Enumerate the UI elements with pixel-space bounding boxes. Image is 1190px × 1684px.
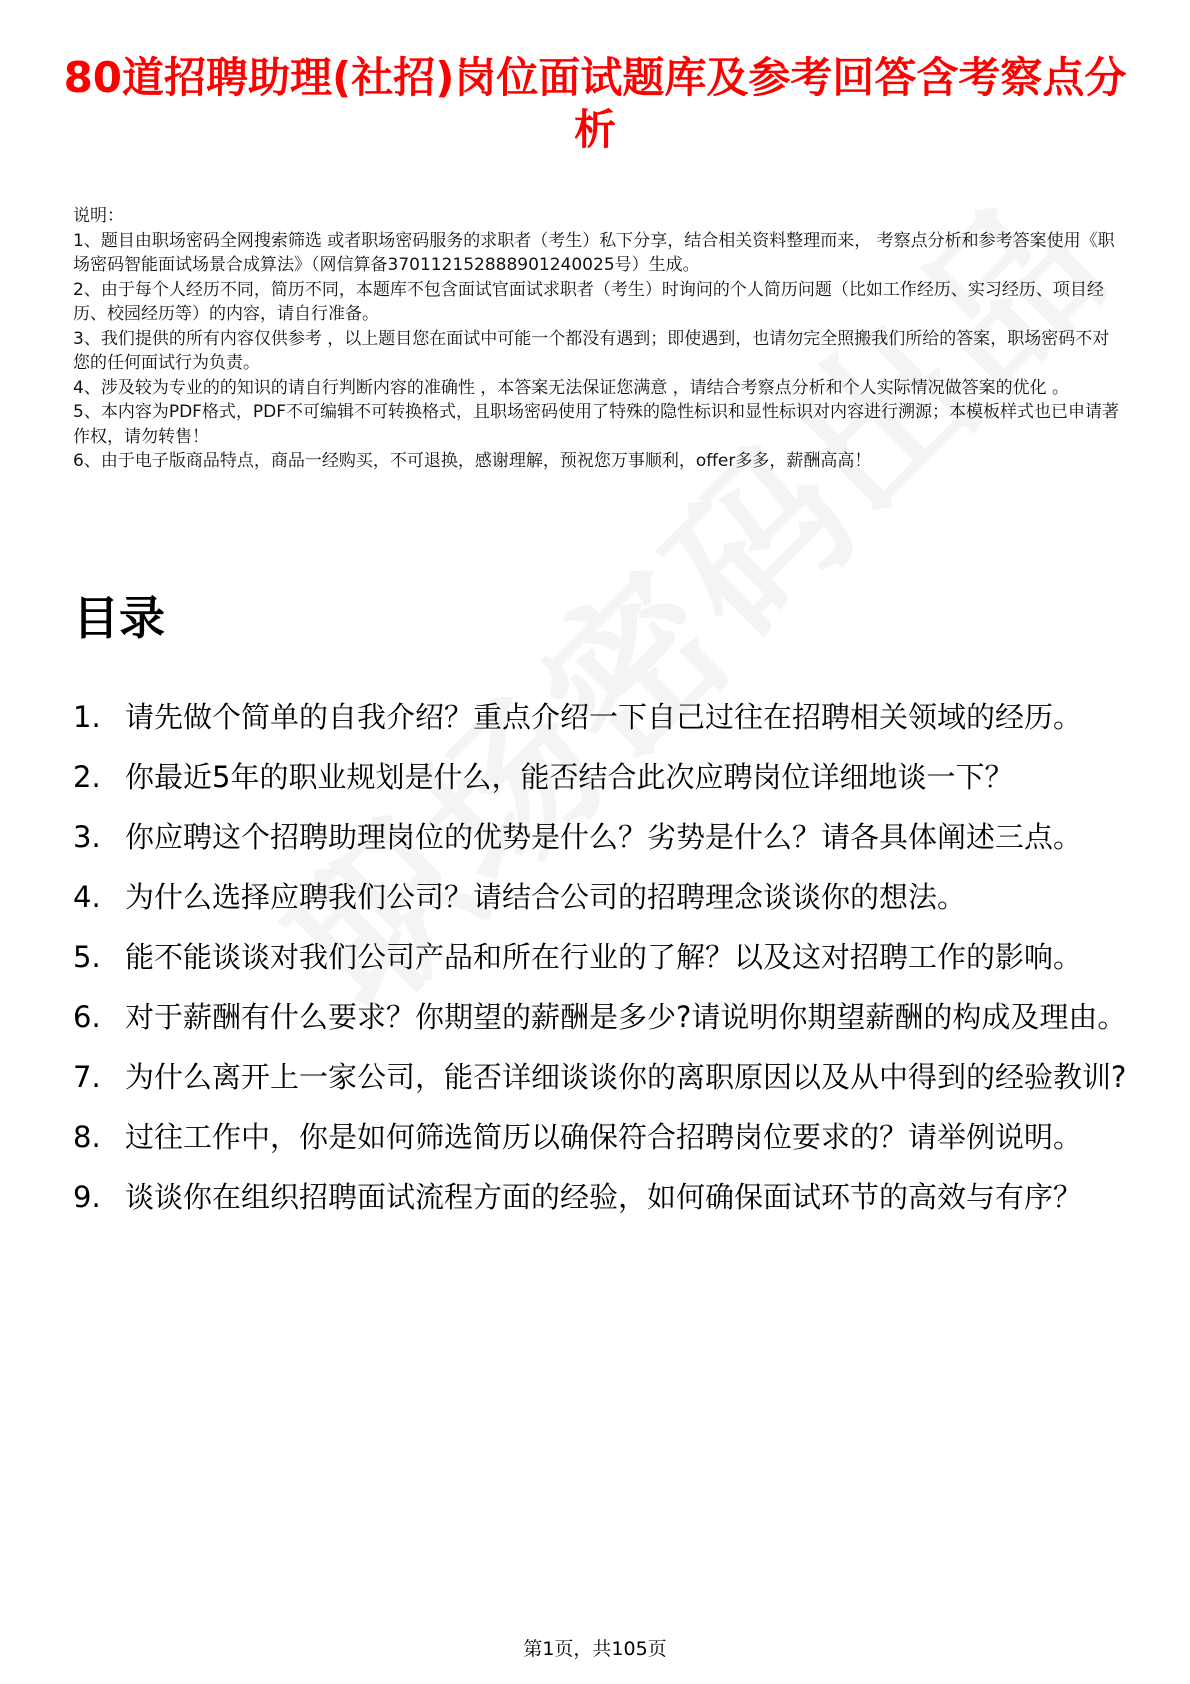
page-title: 80道招聘助理(社招)岗位面试题库及参考回答含考察点分析 — [63, 53, 1127, 154]
toc-item-number: 2. — [73, 760, 101, 794]
toc-item-text[interactable]: 过往工作中，你是如何筛选简历以确保符合招聘岗位要求的？请举例说明。 — [125, 1120, 1083, 1154]
toc-heading: 目录 — [73, 591, 165, 645]
note-item: 5、本内容为PDF格式，PDF不可编辑不可转换格式，且职场密码使用了特殊的隐性标识和显性标识对内容进行溯源；本模板样式也已申请著作权，请勿转售！ — [73, 402, 1120, 447]
page-number: 第1页，共105页 — [523, 1638, 667, 1660]
toc-item[interactable] — [73, 875, 1133, 919]
toc-item[interactable] — [73, 935, 1133, 979]
toc-item-text[interactable]: 谈谈你在组织招聘面试流程方面的经验，如何确保面试环节的高效与有序？ — [125, 1180, 1083, 1214]
toc-item-number: 9. — [73, 1180, 101, 1214]
toc-item-text[interactable]: 请先做个简单的自我介绍？重点介绍一下自己过往在招聘相关领域的经历。 — [125, 700, 1083, 734]
toc-item-number: 7. — [73, 1060, 101, 1094]
toc-item-text[interactable]: 对于薪酬有什么要求？你期望的薪酬是多少?请说明你期望薪酬的构成及理由。 — [125, 1000, 1127, 1034]
toc-item[interactable] — [73, 1055, 1133, 1099]
disclaimer-notes — [73, 204, 1123, 474]
note-item: 3、我们提供的所有内容仅供参考 ，以上题目您在面试中可能一个都没有遇到；即使遇到，也请勿完全照搬我们所给的答案，职场密码不对您的任何面试行为负责。 — [73, 328, 1110, 373]
toc-item-text[interactable]: 你应聘这个招聘助理岗位的优势是什么？劣势是什么？请各具体阐述三点。 — [125, 820, 1083, 854]
toc-item-text[interactable]: 能不能谈谈对我们公司产品和所在行业的了解？以及这对招聘工作的影响。 — [125, 940, 1083, 974]
toc-item-number: 1. — [73, 700, 101, 734]
note-item: 4、涉及较为专业的的知识的请自行判断内容的准确性 ，本答案无法保证您满意 ，请结合考察点分析和个人实际情况做答案的优化 。 — [73, 377, 1070, 398]
note-item: 6、由于电子版商品特点，商品一经购买，不可退换，感谢理解，预祝您万事顺利，offer多多，薪酬高高！ — [73, 451, 872, 471]
toc-item-number: 3. — [73, 820, 101, 854]
toc-item[interactable] — [73, 1175, 1133, 1219]
note-item: 1、题目由职场密码全网搜索筛选 或者职场密码服务的求职者（考生）私下分享，结合相关资料整理而来， 考察点分析和参考答案使用《职场密码智能面试场景合成算法》（网信算备370112152888901240025号）生成。 — [73, 230, 1115, 275]
toc-list — [73, 695, 1133, 1235]
note-item: 2、由于每个人经历不同，简历不同，本题库不包含面试官面试求职者（考生）时询问的个人简历问题（比如工作经历、实习经历、项目经历、校园经历等）的内容，请自行准备。 — [73, 279, 1104, 324]
toc-item-number: 5. — [73, 940, 101, 974]
toc-item[interactable] — [73, 995, 1133, 1039]
toc-item-text[interactable]: 为什么离开上一家公司，能否详细谈谈你的离职原因以及从中得到的经验教训? — [125, 1060, 1127, 1094]
toc-item[interactable] — [73, 755, 1133, 799]
toc-item[interactable] — [73, 695, 1133, 739]
notes-label: 说明： — [73, 206, 124, 226]
toc-item-text[interactable]: 你最近5年的职业规划是什么，能否结合此次应聘岗位详细地谈一下？ — [125, 760, 1014, 794]
toc-item-number: 8. — [73, 1120, 101, 1154]
toc-item-number: 6. — [73, 1000, 101, 1034]
toc-item[interactable] — [73, 815, 1133, 859]
toc-item-text[interactable]: 为什么选择应聘我们公司？请结合公司的招聘理念谈谈你的想法。 — [125, 880, 967, 914]
toc-item-number: 4. — [73, 880, 101, 914]
toc-item[interactable] — [73, 1115, 1133, 1159]
